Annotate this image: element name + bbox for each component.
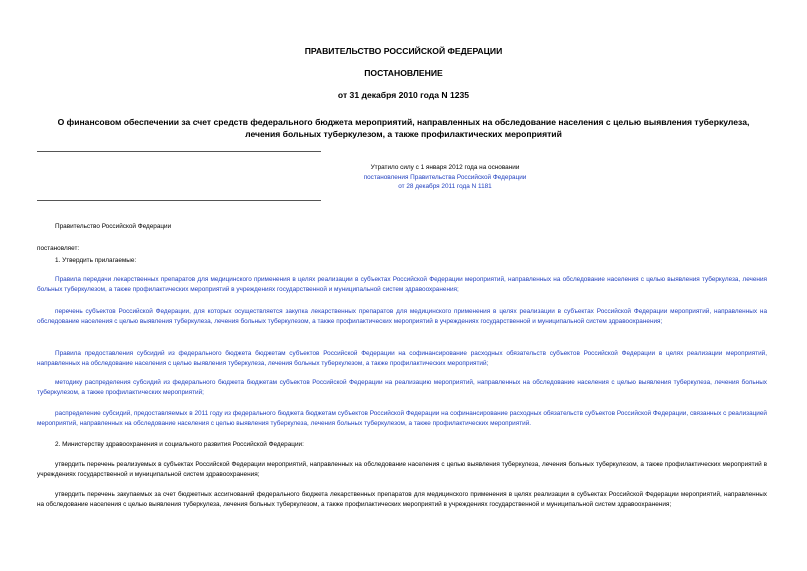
document-title [20,116,787,140]
rules-transfer-link[interactable]: Правила передачи лекарственных препаратов для медицинского применения в целях реализации в субъектах Российской Федерации мероприятий, направленных на обследование населения с целью выявления туберкулеза, лечения больных туберкулезом, а также профилактических мероприятий в учреждениях государственной и муниципальной систем здравоохранения; [37,276,767,293]
government-heading: ПРАВИТЕЛЬСТВО РОССИЙСКОЙ ФЕДЕРАЦИИ [304,46,503,56]
divider-bottom [37,200,321,201]
rules-subsidies-link[interactable]: Правила предоставления субсидий из федерального бюджета бюджетам субъектов Российской Федерации на софинансирование расходных обязательств субъектов Российской Федерации в целях реализации мероприятий, направленных на обследование населения с целью выявления туберкулеза, лечения больных туберкулезом, а также профилактических мероприятий; [37,350,767,367]
government-intro: Правительство Российской Федерации [55,223,172,230]
divider-top [37,151,321,152]
status-note-text: Утратило силу с 1 января 2012 года на основании [370,164,520,171]
document-type: ПОСТАНОВЛЕНИЕ [364,68,443,78]
date-number: от 31 декабря 2010 года N 1235 [337,90,470,100]
item-2-approve-drugs: утвердить перечень закупаемых за счет бюджетных ассигнований федерального бюджета лекарственных препаратов для медицинского применения в целях реализации в субъектах Российской Федерации мероприятий, направленных на обследование населения с целью выявления туберкулеза, лечения больных туберкулезом, а также профилактических мероприятий в учреждениях государственной и муниципальной систем здравоохранения; [37,491,767,508]
item-2: 2. Министерству здравоохранения и социального развития Российской Федерации: [55,441,304,448]
status-note [300,163,590,192]
distribution-link[interactable]: распределение субсидий, предоставляемых в 2011 году из федерального бюджета бюджетам субъектов Российской Федерации на софинансирование расходных обязательств субъектов Российской Федерации, связанных с реализацией мероприятий, направленных на обследование населения с целью выявления туберкулеза, лечения больных туберкулезом, а также профилактических мероприятий. [37,410,767,427]
item-1: 1. Утвердить прилагаемые: [55,257,137,264]
subjects-list-link[interactable]: перечень субъектов Российской Федерации, для которых осуществляется закупка лекарственных препаратов для медицинского применения в целях реализации в субъектах Российской Федерации мероприятий, направленных на обследование населения с целью выявления туберкулеза, лечения больных туберкулезом, а также профилактических мероприятий в учреждениях государственной и муниципальной систем здравоохранения; [37,308,767,325]
title-line-1: О финансовом обеспечении за счет средств федерального бюджета мероприятий, направленных на обследование населения с целью выявления туберкулеза, [57,117,750,127]
item-2-approve-measures: утвердить перечень реализуемых в субъектах Российской Федерации мероприятий, направленных на обследование населения с целью выявления туберкулеза, лечения больных туберкулезом, а также профилактических мероприятий в учреждениях государственной и муниципальной систем здравоохранения; [37,461,767,478]
decrees-label: постановляет: [37,245,80,252]
repeal-decree-date-link[interactable]: от 28 декабря 2011 года N 1181 [398,183,492,190]
repeal-decree-link[interactable]: постановления Правительства Российской Федерации [363,173,527,181]
methodology-link[interactable]: методику распределения субсидий из федерального бюджета бюджетам субъектов Российской Федерации на реализацию мероприятий, направленных на обследование населения с целью выявления туберкулеза, лечения больных туберкулезом, а также профилактических мероприятий; [37,379,767,396]
title-line-2: лечения больных туберкулезом, а также профилактических мероприятий [245,129,562,139]
